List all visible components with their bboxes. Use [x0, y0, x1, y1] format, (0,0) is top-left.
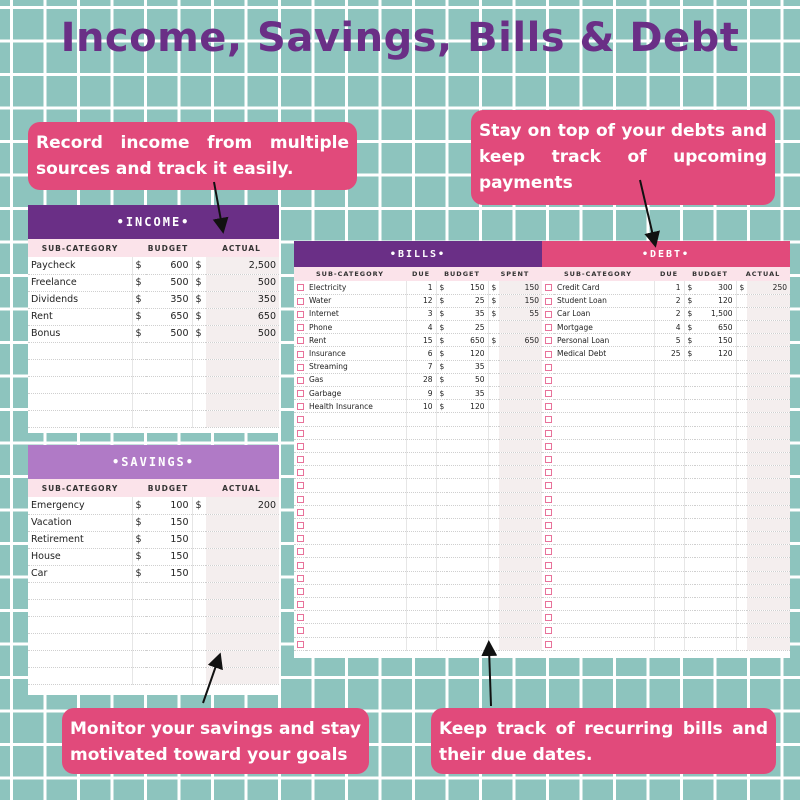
cell-name: Streaming: [306, 360, 406, 373]
cell-currency: $: [132, 308, 146, 325]
cell-budget: 300: [695, 281, 736, 294]
cell-budget: 120: [695, 294, 736, 307]
cell-currency: $: [436, 334, 447, 347]
cell-name: Medical Debt: [554, 347, 654, 360]
cell-spent: 150: [499, 294, 542, 307]
cell-due: 5: [654, 334, 684, 347]
cell-budget: 150: [146, 548, 192, 565]
cell-budget: 600: [146, 257, 192, 274]
savings-arrow: [203, 660, 218, 703]
cell-currency: $: [192, 308, 206, 325]
cell-actual: 250: [747, 281, 790, 294]
cell-due: 7: [406, 360, 436, 373]
cell-name: Personal Loan: [554, 334, 654, 347]
col-due: DUE: [411, 270, 431, 278]
col-subcategory: SUB-CATEGORY: [41, 483, 119, 493]
cell-due: 3: [406, 307, 436, 320]
cell-currency: $: [192, 274, 206, 291]
cell-name: House: [28, 548, 132, 565]
cell-budget: 120: [695, 347, 736, 360]
cell-currency: $: [436, 307, 447, 320]
cell-budget: 1,500: [695, 307, 736, 320]
cell-currency: $: [488, 294, 499, 307]
cell-actual: 350: [206, 291, 279, 308]
cell-budget: 500: [146, 274, 192, 291]
cell-budget: 50: [447, 373, 488, 386]
cell-currency: $: [684, 281, 695, 294]
cell-currency: $: [684, 347, 695, 360]
cell-due: 4: [654, 321, 684, 334]
cell-currency: $: [132, 497, 146, 514]
cell-currency: $: [436, 387, 447, 400]
cell-due: 9: [406, 387, 436, 400]
col-actual: ACTUAL: [222, 483, 261, 493]
cell-currency: $: [436, 321, 447, 334]
cell-actual: 2,500: [206, 257, 279, 274]
cell-currency: $: [436, 400, 447, 413]
cell-budget: 500: [146, 325, 192, 342]
cell-name: Garbage: [306, 387, 406, 400]
cell-currency: $: [488, 281, 499, 294]
col-budget: BUDGET: [147, 483, 189, 493]
cell-currency: $: [736, 281, 747, 294]
cell-actual: 200: [206, 497, 279, 514]
income-header: •INCOME•: [28, 205, 279, 239]
cell-budget: 25: [447, 321, 488, 334]
cell-budget: 35: [447, 360, 488, 373]
col-actual: ACTUAL: [222, 243, 261, 253]
cell-budget: 150: [695, 334, 736, 347]
cell-due: 12: [406, 294, 436, 307]
cell-name: Emergency: [28, 497, 132, 514]
cell-currency: $: [132, 325, 146, 342]
cell-actual: 500: [206, 274, 279, 291]
cell-name: Insurance: [306, 347, 406, 360]
cell-budget: 35: [447, 307, 488, 320]
cell-due: 28: [406, 373, 436, 386]
col-budget: BUDGET: [444, 270, 480, 278]
cell-due: 4: [406, 321, 436, 334]
cell-currency: $: [684, 334, 695, 347]
col-budget: BUDGET: [147, 243, 189, 253]
cell-due: 25: [654, 347, 684, 360]
cell-name: Mortgage: [554, 321, 654, 334]
cell-name: Internet: [306, 307, 406, 320]
cell-name: Credit Card: [554, 281, 654, 294]
cell-name: Freelance: [28, 274, 132, 291]
cell-spent: 55: [499, 307, 542, 320]
cell-budget: 150: [447, 281, 488, 294]
cell-currency: $: [192, 497, 206, 514]
cell-name: Vacation: [28, 514, 132, 531]
cell-currency: $: [436, 294, 447, 307]
cell-budget: 100: [146, 497, 192, 514]
cell-actual: 650: [206, 308, 279, 325]
cell-budget: 35: [447, 387, 488, 400]
cell-spent: 150: [499, 281, 542, 294]
col-spent: SPENT: [500, 270, 530, 278]
cell-budget: 150: [146, 565, 192, 582]
cell-actual: 500: [206, 325, 279, 342]
cell-currency: $: [132, 274, 146, 291]
cell-currency: $: [684, 294, 695, 307]
cell-currency: $: [192, 291, 206, 308]
cell-currency: $: [436, 373, 447, 386]
cell-due: 2: [654, 294, 684, 307]
cell-currency: $: [488, 307, 499, 320]
cell-currency: $: [436, 360, 447, 373]
savings-callout: Monitor your savings and stay motivated toward your goals: [62, 708, 369, 774]
cell-due: 6: [406, 347, 436, 360]
bills-arrow: [489, 648, 491, 706]
cell-budget: 150: [146, 514, 192, 531]
cell-due: 15: [406, 334, 436, 347]
col-subcategory: SUB-CATEGORY: [41, 243, 119, 253]
cell-currency: $: [436, 347, 447, 360]
cell-name: Student Loan: [554, 294, 654, 307]
income-arrow: [214, 182, 222, 226]
cell-currency: $: [132, 548, 146, 565]
col-subcategory: SUB-CATEGORY: [564, 270, 632, 278]
cell-budget: 650: [695, 321, 736, 334]
cell-currency: $: [132, 531, 146, 548]
cell-name: Bonus: [28, 325, 132, 342]
cell-name: Paycheck: [28, 257, 132, 274]
bills-header: •BILLS•: [294, 241, 542, 267]
debt-callout: Stay on top of your debts and keep track of upcoming payments: [471, 110, 775, 205]
savings-header: •SAVINGS•: [28, 445, 279, 479]
cell-name: Gas: [306, 373, 406, 386]
col-due: DUE: [659, 270, 679, 278]
cell-currency: $: [132, 291, 146, 308]
cell-spent: 650: [499, 334, 542, 347]
cell-currency: $: [436, 281, 447, 294]
col-subcategory: SUB-CATEGORY: [316, 270, 384, 278]
cell-currency: $: [192, 257, 206, 274]
cell-currency: $: [132, 257, 146, 274]
cell-currency: $: [132, 514, 146, 531]
col-budget: BUDGET: [692, 270, 728, 278]
cell-due: 1: [654, 281, 684, 294]
cell-budget: 25: [447, 294, 488, 307]
cell-budget: 120: [447, 347, 488, 360]
cell-currency: $: [132, 565, 146, 582]
income-callout: Record income from multiple sources and track it easily.: [28, 122, 357, 190]
bills-callout: Keep track of recurring bills and their due dates.: [431, 708, 776, 774]
cell-name: Phone: [306, 321, 406, 334]
cell-name: Dividends: [28, 291, 132, 308]
cell-budget: 150: [146, 531, 192, 548]
cell-name: Car: [28, 565, 132, 582]
cell-currency: $: [192, 325, 206, 342]
cell-name: Electricity: [306, 281, 406, 294]
cell-name: Car Loan: [554, 307, 654, 320]
cell-due: 10: [406, 400, 436, 413]
cell-currency: $: [488, 334, 499, 347]
page-title: Income, Savings, Bills & Debt: [60, 15, 740, 61]
cell-budget: 120: [447, 400, 488, 413]
cell-due: 1: [406, 281, 436, 294]
cell-name: Retirement: [28, 531, 132, 548]
cell-name: Rent: [306, 334, 406, 347]
col-actual: ACTUAL: [745, 270, 781, 278]
cell-name: Rent: [28, 308, 132, 325]
debt-header: •DEBT•: [542, 241, 790, 267]
debt-arrow: [640, 180, 654, 240]
cell-budget: 650: [146, 308, 192, 325]
cell-due: 2: [654, 307, 684, 320]
cell-currency: $: [684, 307, 695, 320]
cell-budget: 650: [447, 334, 488, 347]
cell-name: Water: [306, 294, 406, 307]
cell-name: Health Insurance: [306, 400, 406, 413]
cell-budget: 350: [146, 291, 192, 308]
cell-currency: $: [684, 321, 695, 334]
